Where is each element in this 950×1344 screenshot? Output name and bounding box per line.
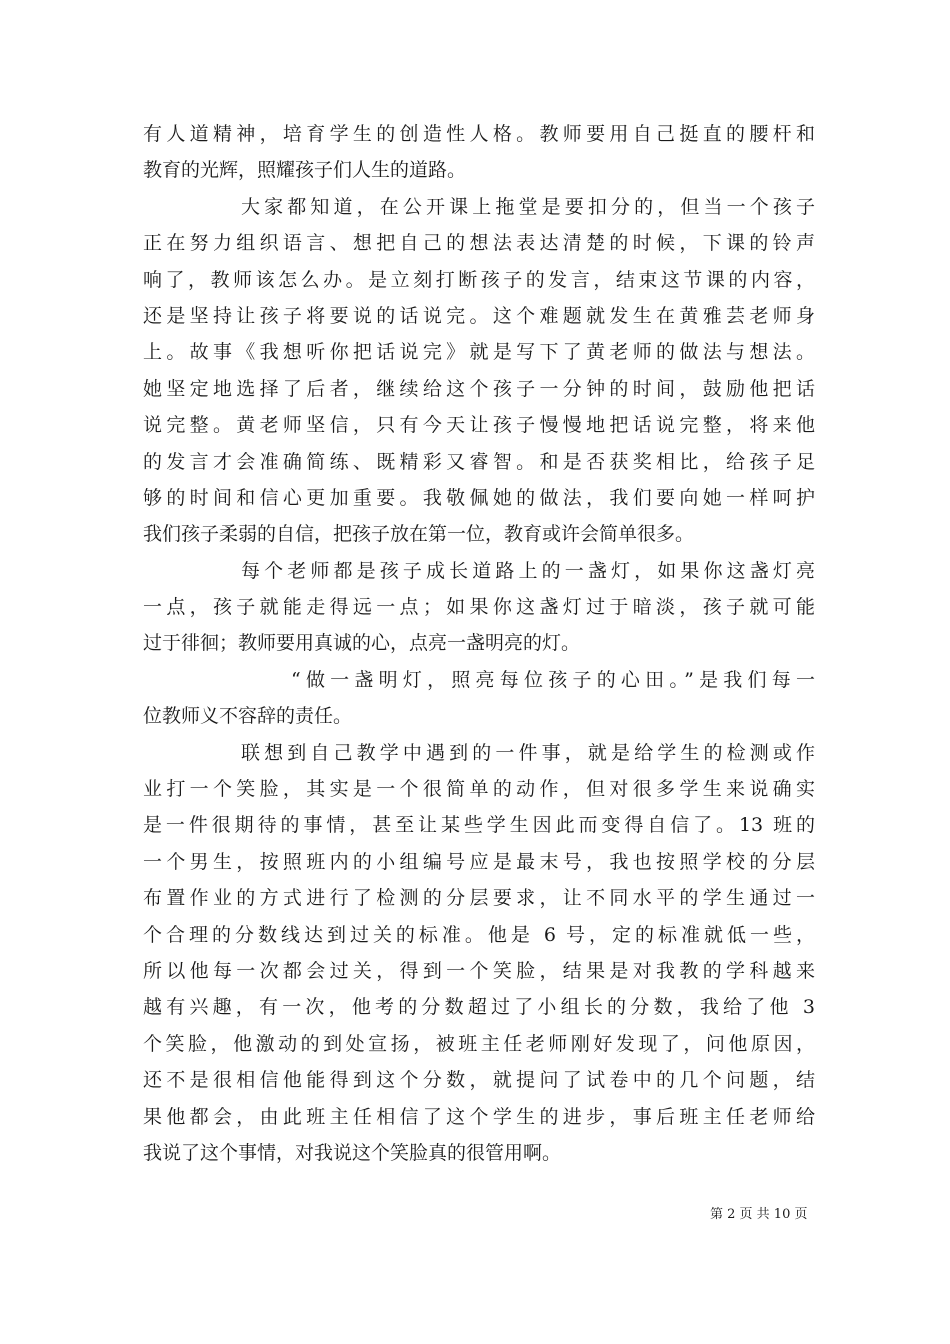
text-line: 还不是很相信他能得到这个分数，就提问了试卷中的几个问题，结 xyxy=(143,1069,815,1092)
text-line: 还是坚持让孩子将要说的话说完。这个难题就发生在黄雅芸老师身 xyxy=(143,304,815,327)
text-line: 个笑脸，他激动的到处宣扬，被班主任老师刚好发现了，问他原因， xyxy=(143,1032,815,1055)
paragraph xyxy=(143,553,815,662)
text-line: 每个老师都是孩子成长道路上的一盏灯，如果你这盏灯亮 xyxy=(241,559,815,582)
text-line: 她坚定地选择了后者，继续给这个孩子一分钟的时间，鼓励他把话 xyxy=(143,377,815,400)
text-line: 正在努力组织语言、想把自己的想法表达清楚的时候，下课的铃声 xyxy=(143,232,815,255)
text-line: 的发言才会准确简练、既精彩又睿智。和是否获奖相比，给孩子足 xyxy=(143,450,815,473)
text-line: 上。故事《我想听你把话说完》就是写下了黄老师的做法与想法。 xyxy=(143,341,815,364)
text-line: 个合理的分数线达到过关的标准。他是 6 号，定的标准就低一些， xyxy=(143,923,815,946)
text-line: 所以他每一次都会过关，得到一个笑脸，结果是对我教的学科越来 xyxy=(143,959,815,982)
text-line: “做一盏明灯，照亮每位孩子的心田。”是我们每一 xyxy=(291,668,815,691)
paragraph xyxy=(143,662,815,735)
text-line: 业打一个笑脸，其实是一个很简单的动作，但对很多学生来说确实 xyxy=(143,778,815,801)
text-line: 位教师义不容辞的责任。 xyxy=(143,705,353,728)
text-line: 是一件很期待的事情，甚至让某些学生因此而变得自信了。13 班的 xyxy=(143,814,815,837)
text-line: 大家都知道，在公开课上拖堂是要扣分的，但当一个孩子 xyxy=(241,195,815,218)
paragraph xyxy=(143,116,815,189)
body-text xyxy=(143,116,815,1171)
text-line: 一个男生，按照班内的小组编号应是最末号，我也按照学校的分层 xyxy=(143,850,815,873)
text-line: 我们孩子柔弱的自信，把孩子放在第一位，教育或许会简单很多。 xyxy=(143,523,695,546)
paragraph xyxy=(143,189,815,553)
text-line: 果他都会，由此班主任相信了这个学生的进步，事后班主任老师给 xyxy=(143,1105,815,1128)
text-line: 够的时间和信心更加重要。我敬佩她的做法，我们要向她一样呵护 xyxy=(143,486,815,509)
text-line: 过于徘徊；教师要用真诚的心，点亮一盏明亮的灯。 xyxy=(143,632,581,655)
page-footer: 第 2 页 共 10 页 xyxy=(710,1207,808,1222)
text-line: 联想到自己教学中遇到的一件事，就是给学生的检测或作 xyxy=(241,741,815,764)
text-line: 有人道精神，培育学生的创造性人格。教师要用自己挺直的腰杆和 xyxy=(143,123,815,145)
text-line: 一点，孩子就能走得远一点；如果你这盏灯过于暗淡，孩子就可能 xyxy=(143,596,815,619)
text-line: 响了，教师该怎么办。是立刻打断孩子的发言，结束这节课的内容， xyxy=(143,268,815,291)
text-line: 我说了这个事情，对我说这个笑脸真的很管用啊。 xyxy=(143,1141,562,1164)
text-line: 说完整。黄老师坚信，只有今天让孩子慢慢地把话说完整，将来他 xyxy=(143,414,815,437)
paragraph xyxy=(143,735,815,1172)
text-line: 布置作业的方式进行了检测的分层要求，让不同水平的学生通过一 xyxy=(143,887,815,910)
text-line: 教育的光辉，照耀孩子们人生的道路。 xyxy=(143,159,467,182)
text-line: 越有兴趣，有一次，他考的分数超过了小组长的分数，我给了他 3 xyxy=(143,996,815,1019)
